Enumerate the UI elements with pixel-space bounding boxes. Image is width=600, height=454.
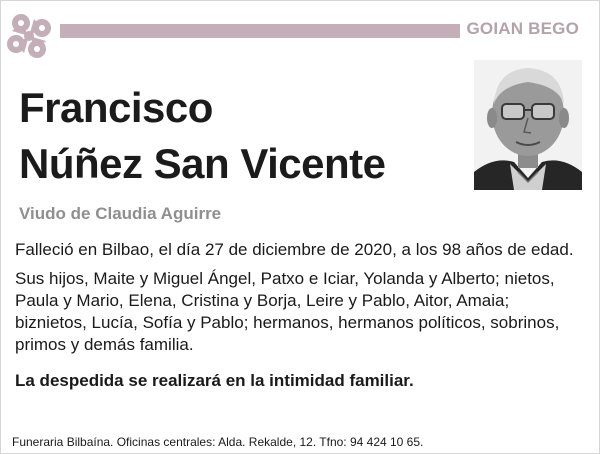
- header-motto: GOIAN BEGO: [466, 19, 579, 38]
- lauburu-icon: [4, 11, 54, 61]
- farewell-notice: La despedida se realizará en la intimidad familiar.: [15, 371, 414, 390]
- family-notice: Sus hijos, Maite y Miguel Ángel, Patxo e Iciar, Yolanda y Alberto; nietos, Paula y Mario, Elena, Cristina y Borja, Leire y Pablo, Aitor, Amaia; biznietos, Lucía, Sofía y Pablo; hermanos, hermanos políticos, sobrinos, primos y demás familia.: [15, 269, 560, 354]
- deceased-first-name: Francisco: [19, 84, 213, 131]
- portrait-photo: [474, 60, 582, 190]
- deceased-surnames: Núñez San Vicente: [19, 140, 386, 187]
- funeral-home-footer: Funeraria Bilbaína. Oficinas centrales: Alda. Rekalde, 12. Tfno: 94 424 10 65.: [12, 435, 424, 449]
- deceased-name: [19, 80, 459, 192]
- deceased-relation: Viudo de Claudia Aguirre: [19, 204, 222, 223]
- death-notice: Falleció en Bilbao, el día 27 de diciembre de 2020, a los 98 años de edad.: [15, 240, 574, 259]
- header-bar: [60, 24, 460, 38]
